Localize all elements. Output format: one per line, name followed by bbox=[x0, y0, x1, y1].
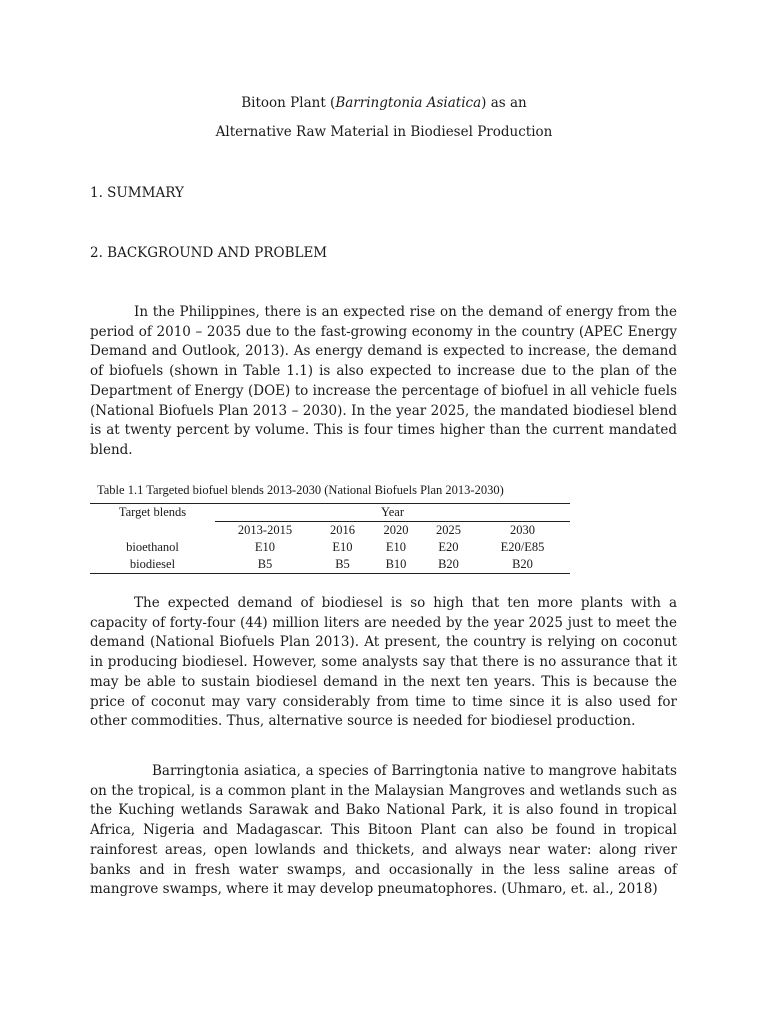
paragraph-3-text: Barringtonia asiatica, a species of Barringtonia native to mangrove habitats on the tropical, is a common plant in the Malaysian Mangroves and wetlands such as the Kuching wetlands Sarawak and Bako National Park, it is also found in tropical Africa, Nigeria and Madagascar. This Bitoon Plant can also be found in tropical rainforest areas, open lowlands and thickets, and always near water: along river banks and in fresh water swamps, and occasionally in the less saline areas of mangrove swamps, where it may develop pneumatophores. (Uhmaro, et. al., 2018) bbox=[90, 763, 677, 898]
year-cell: 2025 bbox=[436, 523, 461, 537]
paragraph-2 bbox=[90, 594, 677, 732]
table-years-row bbox=[90, 522, 570, 540]
table-cell: E10 bbox=[254, 540, 276, 554]
title-line-2: Alternative Raw Material in Biodiesel Production bbox=[215, 124, 553, 140]
row-label: biodiesel bbox=[90, 556, 215, 574]
table-row bbox=[90, 556, 570, 574]
table-cell: E10 bbox=[332, 540, 353, 554]
table-cell: B5 bbox=[215, 556, 315, 574]
table-caption: Table 1.1 Targeted biofuel blends 2013-2030 (National Biofuels Plan 2013-2030) bbox=[97, 483, 504, 497]
year-cell: 2030 bbox=[510, 523, 535, 537]
table-row bbox=[90, 539, 570, 556]
biofuel-table bbox=[90, 503, 570, 574]
table-cell: B20 bbox=[422, 556, 475, 574]
table-cell: B10 bbox=[370, 556, 422, 574]
year-cell: 2020 bbox=[383, 523, 409, 537]
table-cell: B5 bbox=[315, 556, 370, 574]
section-heading-background: 2. BACKGROUND AND PROBLEM bbox=[90, 245, 328, 261]
table-cell: E10 bbox=[385, 540, 407, 554]
header-target-blends: Target blends bbox=[90, 504, 215, 522]
table-cell: E20/E85 bbox=[500, 540, 545, 554]
year-cell: 2013-2015 bbox=[237, 523, 293, 537]
table-header-row bbox=[90, 504, 570, 522]
year-cell: 2016 bbox=[330, 523, 355, 537]
header-year: Year bbox=[215, 504, 570, 522]
title-prefix: Bitoon Plant ( bbox=[241, 95, 336, 111]
paragraph-1 bbox=[90, 303, 677, 461]
row-label: bioethanol bbox=[126, 540, 179, 554]
paragraph-2-text: The expected demand of biodiesel is so high that ten more plants with a capacity of forty-four (44) million liters are needed by the year 2025 just to meet the demand (National Biofuels Plan 2013). At present, the country is relying on coconut in producing biodiesel. However, some analysts say that there is no assurance that it may be able to sustain biodiesel demand in the next ten years. This is because the price of coconut may vary considerably from time to time since it is also used for other commodities. Thus, alternative source is needed for biodiesel production. bbox=[90, 595, 677, 730]
section-heading-summary: 1. SUMMARY bbox=[90, 185, 184, 201]
title-line-1 bbox=[0, 94, 768, 112]
paragraph-3 bbox=[90, 762, 677, 900]
title-species: Barringtonia Asiatica bbox=[335, 95, 482, 111]
title-suffix: ) as an bbox=[481, 95, 527, 111]
paragraph-1-text: In the Philippines, there is an expected rise on the demand of energy from the period of 2010 – 2035 due to the fast-growing economy in the country (APEC Energy Demand and Outlook, 2013). As energy demand is expected to increase, the demand of biofuels (shown in Table 1.1) is also expected to increase due to the plan of the Department of Energy (DOE) to increase the percentage of biofuel in all vehicle fuels (National Biofuels Plan 2013 – 2030). In the year 2025, the mandated biodiesel blend is at twenty percent by volume. This is four times higher than the current mandated blend. bbox=[90, 304, 677, 458]
table-cell: E20 bbox=[438, 540, 459, 554]
table-cell: B20 bbox=[475, 556, 570, 574]
